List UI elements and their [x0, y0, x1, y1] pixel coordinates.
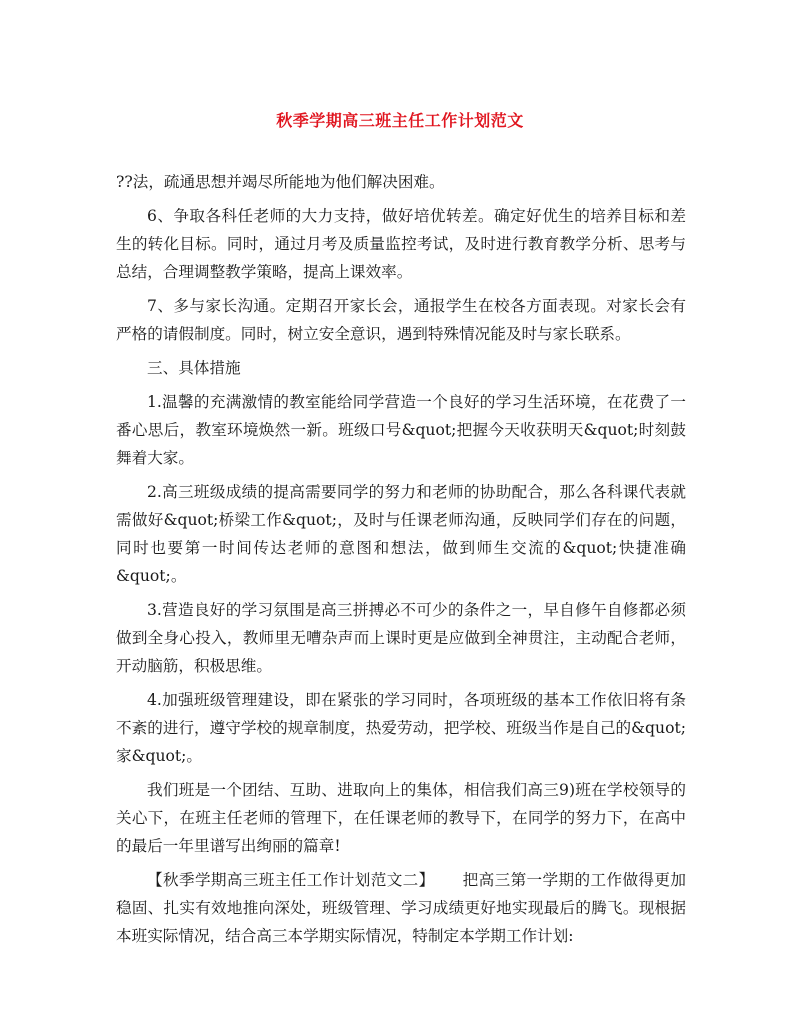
second-plan-paragraph — [116, 866, 686, 950]
measure-1: 1.温馨的充满激情的教室能给同学营造一个良好的学习生活环境，在花费了一番心思后，教室环境焕然一新。班级口号&quot;把握今天收获明天&quot;时刻鼓舞着大家。 — [116, 393, 686, 467]
document-body — [116, 168, 686, 956]
document-title: 秋季学期高三班主任工作计划范文 — [276, 111, 524, 130]
second-plan-heading: 【秋季学期高三班主任工作计划范文二】 — [147, 871, 435, 889]
measure-3: 3.营造良好的学习氛围是高三拼搏必不可少的条件之一，早自修午自修都必须做到全身心投入，教师里无嘈杂声而上课时更是应做到全神贯注，主动配合老师，开动脑筋，积极思维。 — [116, 601, 686, 675]
second-plan-text: 把高三第一学期的工作做得更加稳固、扎实有效地推向深处，班级管理、学习成绩更好地实现最后的腾飞。现根据本班实际情况，结合高三本学期实际情况，特制定本学期工作计划: — [116, 871, 686, 945]
paragraph-item-7: 7、多与家长沟通。定期召开家长会，通报学生在校各方面表现。对家长会有严格的请假制度。同时，树立安全意识，遇到特殊情况能及时与家长联系。 — [116, 297, 686, 343]
closing-paragraph: 我们班是一个团结、互助、进取向上的集体，相信我们高三9)班在学校领导的关心下，在班主任老师的管理下，在任课老师的教导下，在同学的努力下，在高中的最后一年里谱写出绚丽的篇章! — [116, 781, 686, 855]
section-heading-measures: 三、具体措施 — [147, 359, 241, 377]
measure-2: 2.高三班级成绩的提高需要同学的努力和老师的协助配合，那么各科课代表就需做好&quot;桥梁工作&quot;，及时与任课老师沟通，反映同学们存在的问题，同时也要第一时间传达老师的意图和想法，做到师生交流的&quot;快捷准确&quot;。 — [116, 483, 686, 585]
measure-4: 4.加强班级管理建设，即在紧张的学习同时，各项班级的基本工作依旧将有条不紊的进行，遵守学校的规章制度，热爱劳动，把学校、班级当作是自己的&quot;家&quot;。 — [116, 691, 686, 765]
paragraph-item-6: 6、争取各科任老师的大力支持，做好培优转差。确定好优生的培养目标和差生的转化目标。同时，通过月考及质量监控考试，及时进行教育教学分析、思考与总结，合理调整教学策略，提高上课效率。 — [116, 207, 686, 281]
paragraph-continuation: ??法，疏通思想并竭尽所能地为他们解决困难。 — [116, 173, 445, 191]
